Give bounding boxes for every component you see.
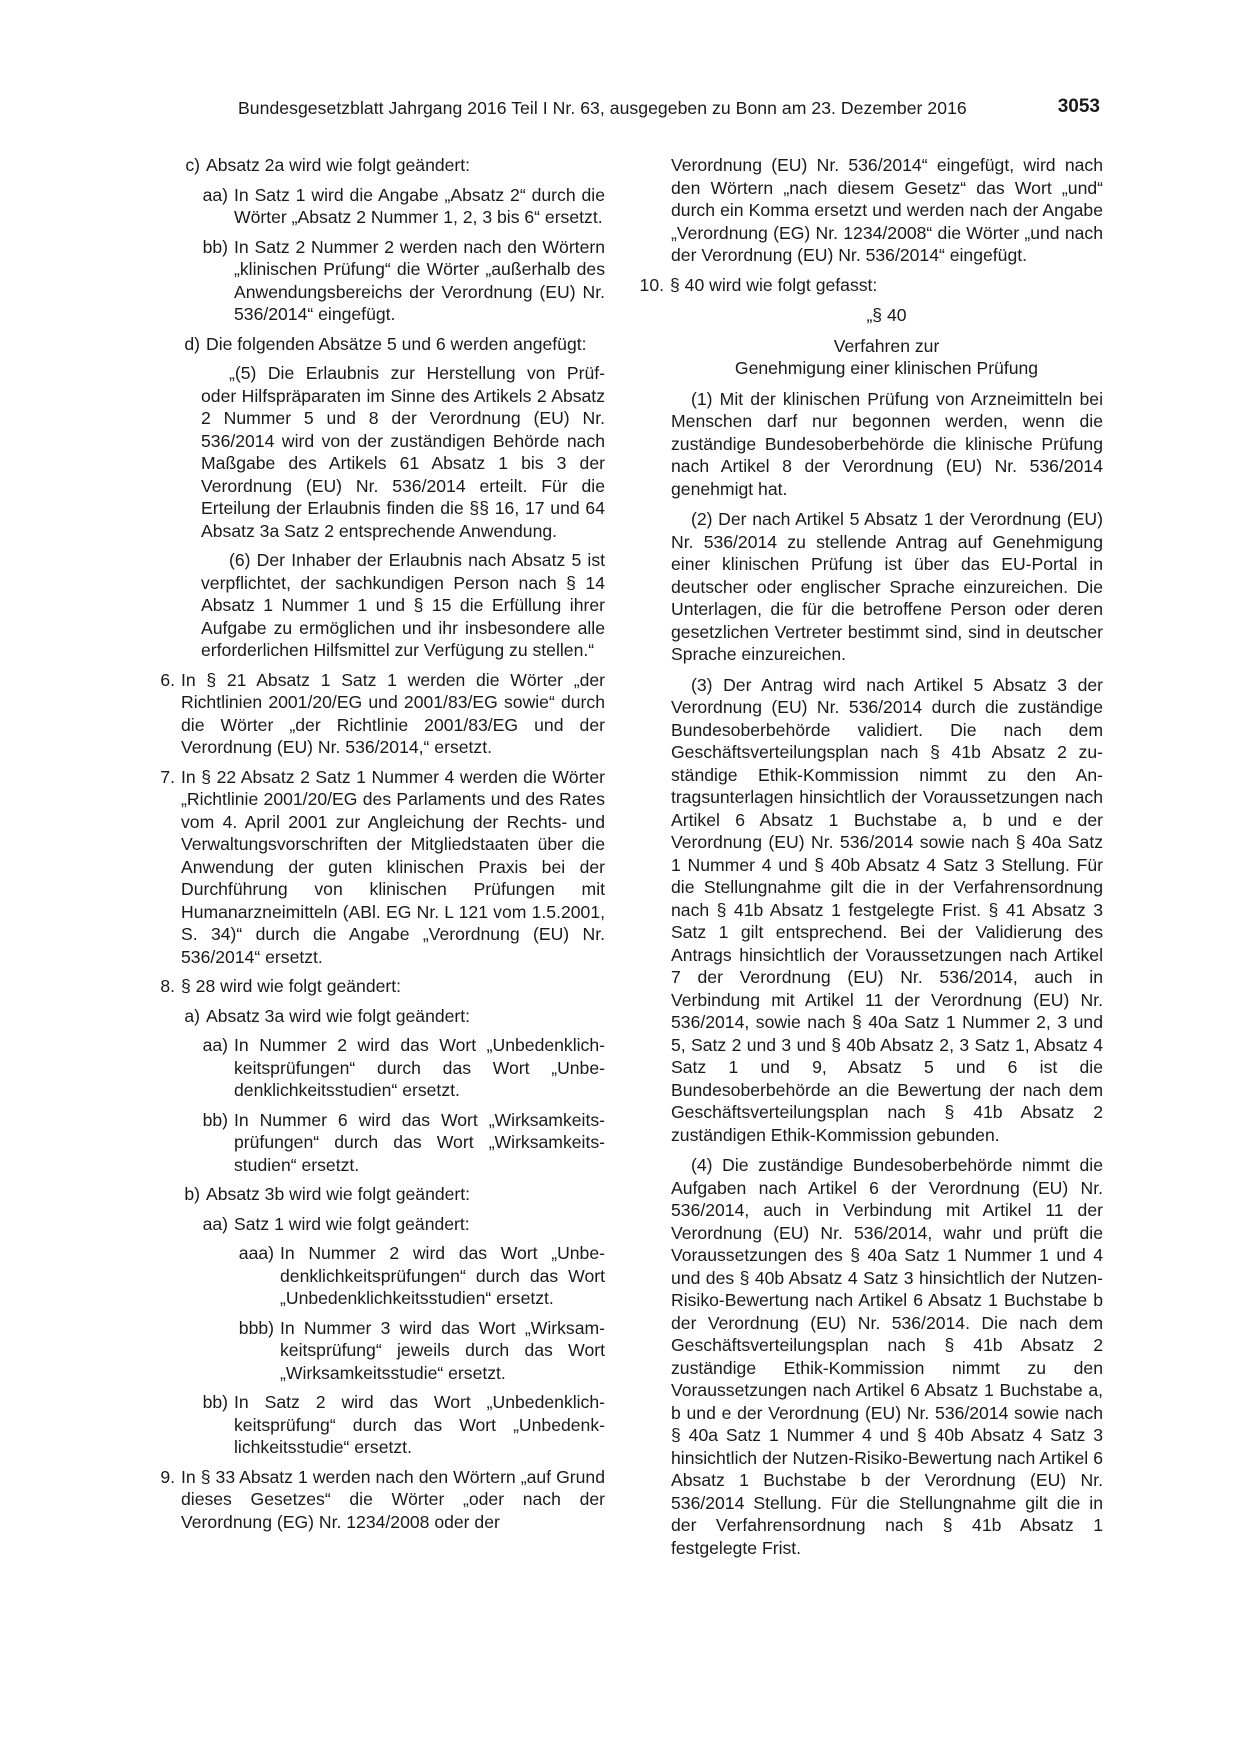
item-text: Satz 1 wird wie folgt geändert: <box>234 1213 470 1234</box>
item-number: b) <box>184 1184 200 1204</box>
paragraph-1: (1) Mit der klinischen Prüfung von Arzneimitteln bei Menschen darf nur begonnen werden, wenn die zuständige Bundesoberbehörde die klinische Prüfung nach Artikel 8 der Verordnung (EU) Nr. 536/2014 genehmigt hat. <box>671 388 1103 499</box>
list-item-8-a <box>150 1005 605 1028</box>
item-number: aaa) <box>238 1243 274 1263</box>
section-title-line-1: Verfahren zur <box>833 335 940 356</box>
item-text: In § 33 Absatz 1 werden nach den Wörtern „auf Grund dieses Gesetzes“ die Wörter „oder nach der Verordnung (EG) Nr. 1234/2008 oder der <box>181 1466 605 1532</box>
item-number: 8. <box>160 976 175 996</box>
list-item-10 <box>630 274 1103 297</box>
item-text: § 40 wird wie folgt gefasst: <box>670 274 878 295</box>
page-header <box>150 98 1100 128</box>
item-number: bbb) <box>238 1317 274 1338</box>
item-text: In Satz 1 wird die Angabe „Absatz 2“ durch die Wörter „Absatz 2 Nummer 1, 2, 3 bis 6“ ersetzt. <box>234 184 605 227</box>
paragraph-absatz-5: „(5) Die Erlaubnis zur Herstellung von Prüf- oder Hilfspräparaten im Sinne des Artikels 2 Absatz 2 Nummer 5 und 8 der Verordnung (EU) Nr. 536/2014 wird von der zuständigen Behörde nach Maßgabe des Artikels 61 Absatz 1 bis 3 der Verordnung (EU) Nr. 536/2014 erteilt. Für die Erteilung der Erlaubnis finden die §§ 16, 17 und 64 Absatz 3a Satz 2 entsprechende Anwendung. <box>201 363 605 541</box>
item-text: Absatz 2a wird wie folgt geändert: <box>206 155 471 175</box>
list-item-8-b <box>150 1183 605 1206</box>
page-number: 3053 <box>1057 96 1100 117</box>
item-number: 9. <box>160 1466 175 1487</box>
list-item-8-a-bb <box>150 1109 605 1177</box>
list-item-c-bb <box>150 236 605 326</box>
item-number: bb) <box>202 236 228 257</box>
item-number: a) <box>184 1005 200 1026</box>
item-text: In § 21 Absatz 1 Satz 1 werden die Wörter „der Richtlinien 2001/20/EG und 2001/83/EG sowie“ durch die Wörter „der Richtlinie 2001/83/EG und der Verordnung (EU) Nr. 536/2014,“ ersetzt. <box>181 669 605 757</box>
section-title-line-2: Genehmigung einer klinischen Prüfung <box>734 358 1039 378</box>
item-text: Absatz 3b wird wie folgt geändert: <box>206 1184 471 1204</box>
list-item-8-b-bb <box>150 1391 605 1459</box>
right-column <box>630 154 1103 1567</box>
section-heading: „§ 40 <box>866 305 907 325</box>
item-text: In Satz 2 Nummer 2 werden nach den Wörtern „klinischen Prüfung“ die Wörter „außerhalb des Anwendungsbereichs der Verordnung (EU) Nr. 536/2014“ eingefügt. <box>234 236 605 324</box>
item-number: bb) <box>202 1392 228 1412</box>
paragraph-3: (3) Der Antrag wird nach Artikel 5 Absatz 3 der Verordnung (EU) Nr. 536/2014 durch die zuständige Bundesoberbehörde validiert. Die nach dem Geschäftsverteilungsplan nach § 41b Absatz 2 zuständige Ethik-Kommission nimmt zu den Antragsunterlagen hinsichtlich der Voraussetzungen nach Artikel 6 Absatz 1 Buchstabe a, b und e der Verordnung (EU) Nr. 536/2014 sowie nach § 40a Satz 1 Nummer 4 und § 40b Absatz 4 Satz 3 Stellung. Für die Stellungnahme gilt die in der Verfahrensordnung nach § 41b Absatz 1 festgelegte Frist. § 41 Absatz 3 Satz 1 gilt entsprechend. Bei der Validierung des Antrags hinsichtlich der Voraussetzungen nach Artikel 7 der Verordnung (EU) Nr. 536/2014, auch in Verbindung mit Artikel 11 der Verordnung (EU) Nr. 536/2014, sowie nach § 40a Satz 1 Nummer 2, 3 und 5, Satz 2 und 3 und § 40b Absatz 2, 3 Satz 1, Absatz 4 Satz 1 und 9, Absatz 5 und 6 ist die Bundesoberbehörde an die Bewertung der nach dem Geschäftsverteilungsplan nach § 41b Absatz 2 zuständigen Ethik-Kommission gebunden. <box>671 674 1103 1145</box>
item-text: In Nummer 3 wird das Wort „Wirksamkeitsprüfung“ jeweils durch das Wort „Wirksamkeitsstudie“ ersetzt. <box>280 1317 605 1383</box>
item-number: c) <box>185 155 200 175</box>
header-title: Bundesgesetzblatt Jahrgang 2016 Teil I Nr. 63, ausgegeben zu Bonn am 23. Dezember 2016 <box>238 98 967 118</box>
list-item-6 <box>150 669 605 759</box>
item-number: 7. <box>160 766 175 787</box>
item-number: aa) <box>202 1035 228 1055</box>
paragraph-4: (4) Die zuständige Bundesoberbehörde nimmt die Aufgaben nach Artikel 6 der Verordnung (EU) Nr. 536/2014, auch in Verbindung mit Artikel 11 der Verordnung (EU) Nr. 536/2014, wahr und prüft die Voraussetzungen des § 40a Satz 1 Nummer 1 und 4 und des § 40b Absatz 4 Satz 3 hinsichtlich der Nutzen-Risiko-Bewertung nach Artikel 6 Absatz 1 Buchstabe b der Verordnung (EU) Nr. 536/2014. Die nach dem Geschäftsverteilungsplan nach § 41b Absatz 2 zuständige Ethik-Kommission nimmt zu den Voraussetzungen nach Artikel 6 Absatz 1 Buchstabe a, b und e der Verordnung (EU) Nr. 536/2014 sowie nach § 40a Satz 1 Nummer 4 und § 40b Absatz 4 Satz 3 hinsichtlich der Nutzen-Risiko-Bewertung nach Artikel 6 Absatz 1 Buchstabe b der Verordnung (EU) Nr. 536/2014 Stellung. Für die Stellungnahme gilt die in der Verfahrensordnung nach § 41b Absatz 1 festgelegte Frist. <box>671 1155 1103 1558</box>
list-item-8-b-aa-bbb <box>150 1317 605 1385</box>
list-item-c-aa <box>150 184 605 229</box>
item-text: § 28 wird wie folgt geändert: <box>181 976 402 996</box>
item-number: bb) <box>202 1109 228 1130</box>
item-text: In Nummer 2 wird das Wort „Unbedenklichkeitsprüfungen“ durch das Wort „Unbedenklichkeitsstudien“ ersetzt. <box>280 1243 605 1308</box>
list-item-8-b-aa-aaa <box>150 1242 605 1310</box>
list-item-c <box>150 154 605 177</box>
item-number: aa) <box>202 184 228 205</box>
item-number: 6. <box>160 669 175 690</box>
list-item-8 <box>150 975 605 998</box>
paragraph-absatz-6: (6) Der Inhaber der Erlaubnis nach Absatz 5 ist verpflichtet, der sachkundigen Person nach § 14 Absatz 1 Nummer 1 und § 15 die Erfüllung ihrer Aufgabe zu ermöglichen und ihr insbesondere alle erforderlichen Hilfsmittel zur Verfügung zu stellen.“ <box>201 550 605 660</box>
item-text: Absatz 3a wird wie folgt geändert: <box>206 1005 471 1026</box>
left-column <box>150 154 605 1540</box>
list-item-9 <box>150 1466 605 1534</box>
item-text: In Nummer 6 wird das Wort „Wirksamkeitsprüfungen“ durch das Wort „Wirksamkeitsstudien“ ersetzt. <box>234 1109 605 1175</box>
item-text: In Nummer 2 wird das Wort „Unbedenklichkeitsprüfungen“ durch das Wort „Unbedenklichkeitsstudien“ ersetzt. <box>234 1035 605 1100</box>
item-text: In Satz 2 wird das Wort „Unbedenklichkeitsprüfung“ durch das Wort „Unbedenklichkeitsstudie“ ersetzt. <box>234 1392 605 1457</box>
paragraph-2: (2) Der nach Artikel 5 Absatz 1 der Verordnung (EU) Nr. 536/2014 zu stellende Antrag auf Genehmigung einer klinischen Prüfung ist über das EU-Portal in deutscher oder englischer Sprache einzureichen. Die Unterlagen, die für die betroffene Person oder deren gesetzlichen Vertreter bestimmt sind, sind in deutscher Sprache einzureichen. <box>671 509 1103 664</box>
list-item-7 <box>150 766 605 969</box>
item-text: Die folgenden Absätze 5 und 6 werden angefügt: <box>206 333 587 354</box>
list-item-d <box>150 333 605 356</box>
item-9-continuation: Verordnung (EU) Nr. 536/2014“ eingefügt, wird nach den Wörtern „nach diesem Gesetz“ das Wort „und“ durch ein Komma ersetzt und werden nach der Angabe „Verordnung (EG) Nr. 1234/2008“ die Wörter „und nach der Verordnung (EU) Nr. 536/2014“ eingefügt. <box>671 155 1103 265</box>
list-item-8-b-aa <box>150 1213 605 1236</box>
item-number: aa) <box>202 1213 228 1234</box>
list-item-8-a-aa <box>150 1034 605 1102</box>
item-text: In § 22 Absatz 2 Satz 1 Nummer 4 werden die Wörter „Richtlinie 2001/20/EG des Parlaments und des Rates vom 4. April 2001 zur Angleichung der Rechts- und Verwaltungsvorschriften der Mitgliedstaaten über die Anwendung der guten klinischen Praxis bei der Durchführung von klinischen Prüfungen mit Humanarzneimitteln (ABl. EG Nr. L 121 vom 1.5.2001, S. 34)“ durch die Angabe „Verordnung (EU) Nr. 536/2014“ ersetzt. <box>181 766 605 967</box>
item-number: 10. <box>639 274 664 295</box>
item-number: d) <box>184 333 200 354</box>
